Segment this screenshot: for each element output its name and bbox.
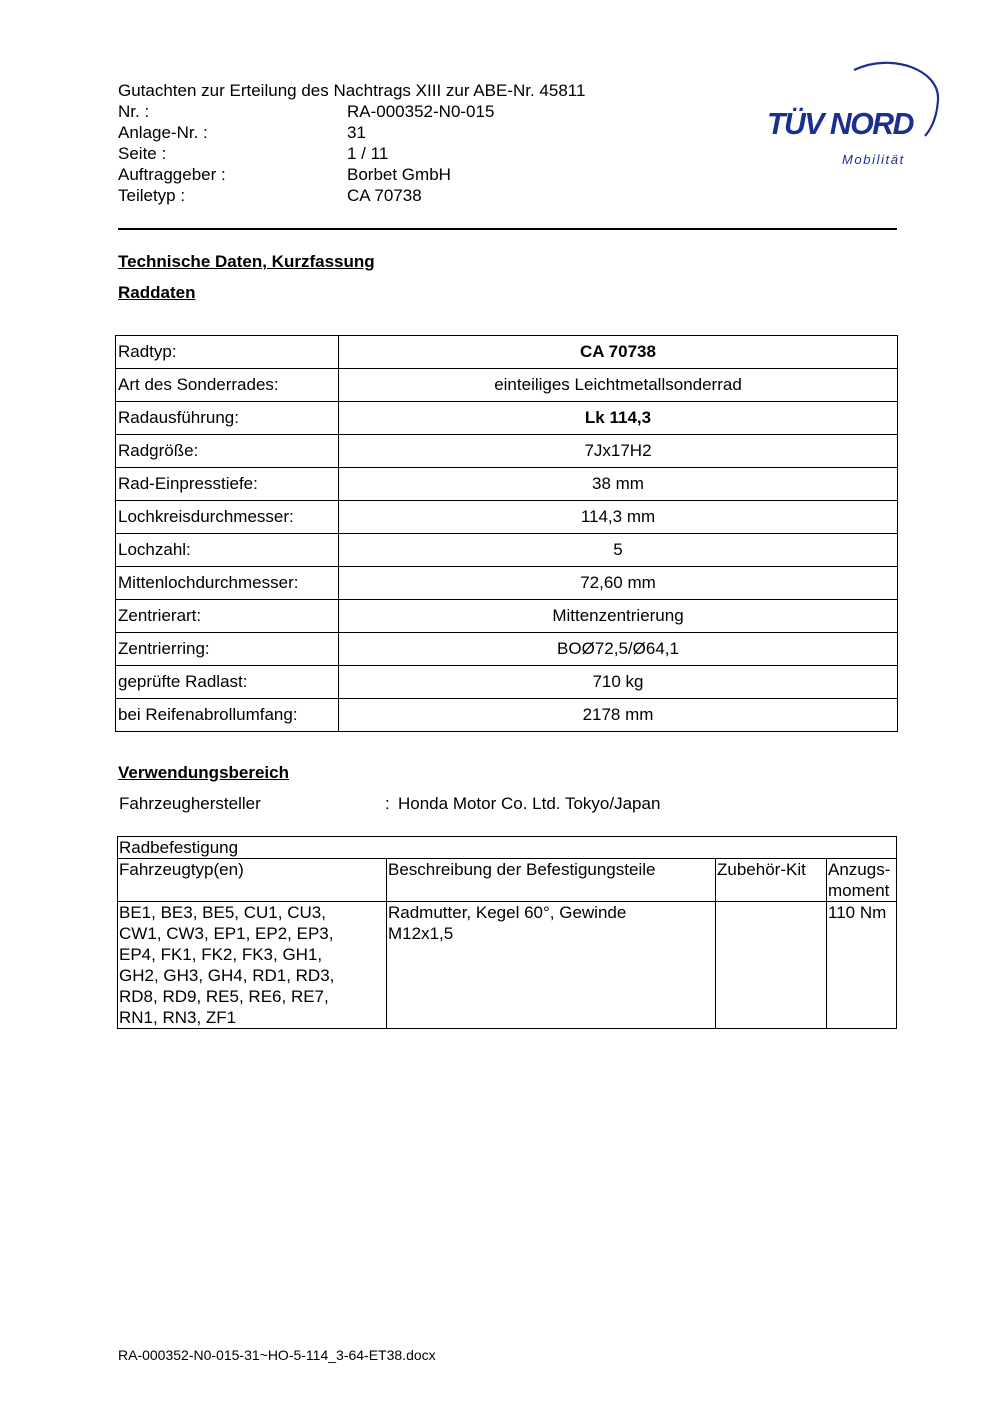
header-row-seite (118, 143, 585, 164)
row-label: Rad-Einpresstiefe: (116, 468, 339, 501)
row-label: Radausführung: (116, 402, 339, 435)
vehicle-types-line: RD8, RD9, RE5, RE6, RE7, (119, 987, 329, 1006)
torque-cell: 110 Nm (827, 902, 897, 1029)
header-value: RA-000352-N0-015 (347, 102, 495, 121)
row-label: Radgröße: (116, 435, 339, 468)
logo-subtitle: Mobilität (842, 152, 905, 167)
header-row-nr (118, 101, 585, 122)
header-value: 31 (347, 123, 366, 142)
vehicle-types-line: EP4, FK1, FK2, FK3, GH1, (119, 945, 323, 964)
header-key: Seite : (118, 144, 167, 163)
description-line: M12x1,5 (388, 924, 454, 943)
description-line: Radmutter, Kegel 60°, Gewinde (388, 903, 627, 922)
header-key: Anlage-Nr. : (118, 123, 208, 142)
header-value: Borbet GmbH (347, 165, 451, 184)
row-value: 710 kg (339, 666, 898, 699)
kit-cell (716, 902, 827, 1029)
row-value: einteiliges Leichtmetallsonderrad (339, 369, 898, 402)
table-row (118, 902, 897, 1029)
vehicle-types-line: CW1, CW3, EP1, EP2, EP3, (119, 924, 334, 943)
manufacturer-label: Fahrzeughersteller (119, 794, 261, 813)
raddaten-heading: Raddaten (118, 283, 196, 302)
row-value: 38 mm (339, 468, 898, 501)
column-header-torque (827, 859, 897, 902)
row-label: Lochkreisdurchmesser: (116, 501, 339, 534)
table-row (118, 837, 897, 859)
table-row (116, 567, 898, 600)
tuv-nord-logo (762, 56, 942, 172)
table-header-row (118, 859, 897, 902)
column-header-kit: Zubehör-Kit (716, 859, 827, 902)
document-header (118, 80, 585, 206)
header-value: 1 / 11 (347, 144, 389, 163)
row-label: geprüfte Radlast: (116, 666, 339, 699)
table-row (116, 600, 898, 633)
logo-wordmark: TÜV NORD (767, 106, 915, 141)
row-value: BOØ72,5/Ø64,1 (339, 633, 898, 666)
row-value: Lk 114,3 (339, 402, 898, 435)
fastening-title: Radbefestigung (118, 837, 897, 859)
row-value: 2178 mm (339, 699, 898, 732)
verwendung-heading: Verwendungsbereich (118, 763, 289, 782)
table-row (116, 402, 898, 435)
description-cell (387, 902, 716, 1029)
row-label: Radtyp: (116, 336, 339, 369)
table-row (116, 435, 898, 468)
row-label: Mittenlochdurchmesser: (116, 567, 339, 600)
header-key: Nr. : (118, 102, 150, 121)
wheel-data-table (115, 335, 898, 732)
document-title: Gutachten zur Erteilung des Nachtrags XIII zur ABE-Nr. 45811 (118, 81, 586, 100)
table-row (116, 501, 898, 534)
header-divider (118, 228, 897, 230)
header-key: Auftraggeber : (118, 165, 226, 184)
torque-header-line: moment (828, 881, 890, 900)
header-row-teiletyp (118, 185, 585, 206)
footer-filename: RA-000352-N0-015-31~HO-5-114_3-64-ET38.docx (118, 1347, 436, 1363)
column-header-description: Beschreibung der Befestigungsteile (387, 859, 716, 902)
header-row-auftraggeber (118, 164, 585, 185)
table-row (116, 633, 898, 666)
row-label: Zentrierring: (116, 633, 339, 666)
vehicle-types-line: GH2, GH3, GH4, RD1, RD3, (119, 966, 335, 985)
row-value: 72,60 mm (339, 567, 898, 600)
vehicle-types-cell (118, 902, 387, 1029)
fastening-table (117, 836, 897, 1029)
row-label: Lochzahl: (116, 534, 339, 567)
row-label: Zentrierart: (116, 600, 339, 633)
table-row (116, 336, 898, 369)
table-row (116, 699, 898, 732)
torque-header-line: Anzugs- (828, 860, 891, 879)
table-row (116, 534, 898, 567)
table-row (116, 468, 898, 501)
table-row (116, 369, 898, 402)
row-value: CA 70738 (339, 336, 898, 369)
section-title: Technische Daten, Kurzfassung (118, 252, 375, 271)
column-header-types: Fahrzeugtyp(en) (118, 859, 387, 902)
vehicle-types-line: BE1, BE3, BE5, CU1, CU3, (119, 903, 326, 922)
manufacturer-separator: : (385, 794, 390, 813)
vehicle-types-line: RN1, RN3, ZF1 (119, 1008, 237, 1027)
header-key: Teiletyp : (118, 186, 186, 205)
table-row (116, 666, 898, 699)
row-label: Art des Sonderrades: (116, 369, 339, 402)
row-value: 114,3 mm (339, 501, 898, 534)
header-row-anlage (118, 122, 585, 143)
row-label: bei Reifenabrollumfang: (116, 699, 339, 732)
header-value: CA 70738 (347, 186, 422, 205)
row-value: 7Jx17H2 (339, 435, 898, 468)
row-value: Mittenzentrierung (339, 600, 898, 633)
row-value: 5 (339, 534, 898, 567)
manufacturer-value: Honda Motor Co. Ltd. Tokyo/Japan (398, 794, 661, 813)
